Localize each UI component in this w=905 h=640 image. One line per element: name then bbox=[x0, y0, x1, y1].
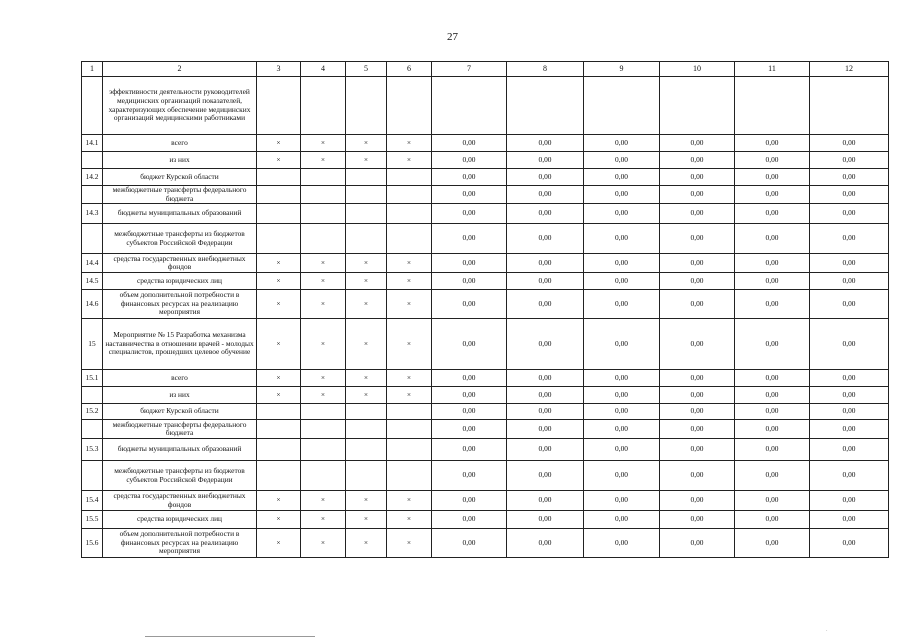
cell-c6 bbox=[387, 77, 432, 135]
value-cell: 0,00 bbox=[810, 169, 889, 186]
value-cell: 0,00 bbox=[507, 224, 584, 254]
cell-c5: × bbox=[346, 254, 387, 273]
value-cell: 0,00 bbox=[432, 204, 507, 224]
cell-c3: × bbox=[257, 152, 301, 169]
row-description: средства юридических лиц bbox=[103, 273, 257, 290]
cell-c6: × bbox=[387, 152, 432, 169]
row-description: бюджет Курской области bbox=[103, 404, 257, 420]
row-number: 15.3 bbox=[82, 439, 103, 461]
value-cell: 0,00 bbox=[735, 169, 810, 186]
footer-line bbox=[145, 636, 315, 637]
column-header: 2 bbox=[103, 62, 257, 77]
value-cell: 0,00 bbox=[584, 461, 660, 491]
cell-c5: × bbox=[346, 370, 387, 387]
table-row bbox=[82, 186, 889, 204]
header-row bbox=[82, 62, 889, 77]
value-cell: 0,00 bbox=[432, 420, 507, 439]
row-description: всего bbox=[103, 135, 257, 152]
row-description: средства государственных внебюджетных фондов bbox=[103, 254, 257, 273]
value-cell: 0,00 bbox=[810, 461, 889, 491]
value-cell: 0,00 bbox=[660, 529, 735, 558]
cell-c5 bbox=[346, 439, 387, 461]
column-header: 11 bbox=[735, 62, 810, 77]
column-header: 7 bbox=[432, 62, 507, 77]
value-cell: 0,00 bbox=[735, 461, 810, 491]
cell-c4: × bbox=[301, 152, 346, 169]
value-cell: 0,00 bbox=[735, 529, 810, 558]
value-cell: 0,00 bbox=[810, 204, 889, 224]
value-cell: 0,00 bbox=[735, 186, 810, 204]
value-cell: 0,00 bbox=[584, 169, 660, 186]
cell-c4 bbox=[301, 224, 346, 254]
value-cell: 0,00 bbox=[432, 370, 507, 387]
value-cell: 0,00 bbox=[810, 224, 889, 254]
value-cell: 0,00 bbox=[584, 529, 660, 558]
cell-c4: × bbox=[301, 254, 346, 273]
value-cell: 0,00 bbox=[507, 273, 584, 290]
column-header: 12 bbox=[810, 62, 889, 77]
row-number bbox=[82, 387, 103, 404]
footer-dot: . bbox=[826, 627, 828, 633]
value-cell: 0,00 bbox=[432, 224, 507, 254]
value-cell: 0,00 bbox=[735, 290, 810, 319]
row-number bbox=[82, 152, 103, 169]
cell-c6: × bbox=[387, 491, 432, 511]
cell-c6: × bbox=[387, 254, 432, 273]
value-cell: 0,00 bbox=[507, 186, 584, 204]
value-cell: 0,00 bbox=[810, 491, 889, 511]
cell-c6 bbox=[387, 461, 432, 491]
value-cell bbox=[810, 77, 889, 135]
row-number: 15.2 bbox=[82, 404, 103, 420]
value-cell: 0,00 bbox=[810, 135, 889, 152]
cell-c4 bbox=[301, 169, 346, 186]
cell-c3 bbox=[257, 461, 301, 491]
cell-c6: × bbox=[387, 370, 432, 387]
row-description: бюджеты муниципальных образований bbox=[103, 439, 257, 461]
column-header: 3 bbox=[257, 62, 301, 77]
cell-c6 bbox=[387, 169, 432, 186]
table-row bbox=[82, 511, 889, 529]
row-number bbox=[82, 461, 103, 491]
row-number: 14.5 bbox=[82, 273, 103, 290]
value-cell: 0,00 bbox=[660, 254, 735, 273]
value-cell: 0,00 bbox=[432, 186, 507, 204]
cell-c5: × bbox=[346, 290, 387, 319]
cell-c3: × bbox=[257, 135, 301, 152]
value-cell: 0,00 bbox=[584, 204, 660, 224]
value-cell: 0,00 bbox=[584, 319, 660, 370]
row-description: объем дополнительной потребности в финансовых ресурсах на реализацию мероприятия bbox=[103, 529, 257, 558]
value-cell: 0,00 bbox=[507, 290, 584, 319]
value-cell: 0,00 bbox=[507, 319, 584, 370]
value-cell: 0,00 bbox=[735, 370, 810, 387]
value-cell: 0,00 bbox=[810, 420, 889, 439]
table-row bbox=[82, 135, 889, 152]
table-row bbox=[82, 319, 889, 370]
cell-c3 bbox=[257, 204, 301, 224]
value-cell: 0,00 bbox=[507, 420, 584, 439]
value-cell: 0,00 bbox=[584, 511, 660, 529]
value-cell: 0,00 bbox=[735, 420, 810, 439]
cell-c4: × bbox=[301, 370, 346, 387]
table-row bbox=[82, 387, 889, 404]
row-number bbox=[82, 77, 103, 135]
value-cell: 0,00 bbox=[660, 319, 735, 370]
cell-c5 bbox=[346, 461, 387, 491]
cell-c3 bbox=[257, 169, 301, 186]
cell-c4 bbox=[301, 77, 346, 135]
cell-c5 bbox=[346, 169, 387, 186]
value-cell: 0,00 bbox=[584, 387, 660, 404]
value-cell: 0,00 bbox=[810, 511, 889, 529]
value-cell: 0,00 bbox=[432, 273, 507, 290]
cell-c4: × bbox=[301, 273, 346, 290]
cell-c3 bbox=[257, 439, 301, 461]
cell-c6 bbox=[387, 404, 432, 420]
table-row bbox=[82, 224, 889, 254]
table-row bbox=[82, 439, 889, 461]
value-cell: 0,00 bbox=[507, 254, 584, 273]
cell-c3: × bbox=[257, 387, 301, 404]
cell-c6: × bbox=[387, 387, 432, 404]
cell-c4: × bbox=[301, 529, 346, 558]
value-cell: 0,00 bbox=[660, 290, 735, 319]
row-description: всего bbox=[103, 370, 257, 387]
row-description: Мероприятие № 15 Разработка механизма наставничества в отношении врачей - молодых специалистов, прошедших целевое обучение bbox=[103, 319, 257, 370]
value-cell: 0,00 bbox=[660, 204, 735, 224]
table-row bbox=[82, 370, 889, 387]
cell-c4 bbox=[301, 186, 346, 204]
cell-c3 bbox=[257, 224, 301, 254]
value-cell bbox=[432, 77, 507, 135]
value-cell: 0,00 bbox=[660, 273, 735, 290]
cell-c6: × bbox=[387, 290, 432, 319]
value-cell: 0,00 bbox=[584, 491, 660, 511]
value-cell: 0,00 bbox=[660, 491, 735, 511]
cell-c3: × bbox=[257, 290, 301, 319]
row-description: межбюджетные трансферты федерального бюджета bbox=[103, 186, 257, 204]
value-cell: 0,00 bbox=[584, 273, 660, 290]
value-cell: 0,00 bbox=[584, 254, 660, 273]
cell-c5: × bbox=[346, 387, 387, 404]
value-cell: 0,00 bbox=[660, 135, 735, 152]
value-cell: 0,00 bbox=[660, 169, 735, 186]
row-description: межбюджетные трансферты федерального бюджета bbox=[103, 420, 257, 439]
value-cell: 0,00 bbox=[810, 404, 889, 420]
value-cell: 0,00 bbox=[432, 529, 507, 558]
row-number: 14.2 bbox=[82, 169, 103, 186]
cell-c6: × bbox=[387, 273, 432, 290]
table-row bbox=[82, 77, 889, 135]
value-cell: 0,00 bbox=[660, 387, 735, 404]
value-cell: 0,00 bbox=[810, 254, 889, 273]
row-description: бюджеты муниципальных образований bbox=[103, 204, 257, 224]
cell-c4: × bbox=[301, 491, 346, 511]
cell-c5: × bbox=[346, 491, 387, 511]
value-cell: 0,00 bbox=[507, 169, 584, 186]
cell-c5: × bbox=[346, 135, 387, 152]
row-number: 15.4 bbox=[82, 491, 103, 511]
cell-c6: × bbox=[387, 511, 432, 529]
row-number: 14.6 bbox=[82, 290, 103, 319]
value-cell: 0,00 bbox=[432, 319, 507, 370]
table-row bbox=[82, 152, 889, 169]
row-number: 15.6 bbox=[82, 529, 103, 558]
value-cell: 0,00 bbox=[507, 461, 584, 491]
row-number: 14.4 bbox=[82, 254, 103, 273]
value-cell: 0,00 bbox=[735, 319, 810, 370]
cell-c4 bbox=[301, 461, 346, 491]
financing-table bbox=[81, 61, 889, 558]
value-cell: 0,00 bbox=[735, 254, 810, 273]
value-cell: 0,00 bbox=[735, 511, 810, 529]
value-cell: 0,00 bbox=[507, 204, 584, 224]
value-cell: 0,00 bbox=[432, 135, 507, 152]
table-row bbox=[82, 204, 889, 224]
value-cell: 0,00 bbox=[735, 273, 810, 290]
value-cell: 0,00 bbox=[584, 290, 660, 319]
row-description: из них bbox=[103, 152, 257, 169]
cell-c4 bbox=[301, 204, 346, 224]
cell-c3 bbox=[257, 186, 301, 204]
value-cell: 0,00 bbox=[810, 186, 889, 204]
table-row bbox=[82, 254, 889, 273]
row-number bbox=[82, 224, 103, 254]
value-cell: 0,00 bbox=[507, 491, 584, 511]
value-cell: 0,00 bbox=[507, 152, 584, 169]
table-row bbox=[82, 420, 889, 439]
value-cell: 0,00 bbox=[584, 152, 660, 169]
value-cell: 0,00 bbox=[660, 370, 735, 387]
row-number: 15 bbox=[82, 319, 103, 370]
cell-c6 bbox=[387, 224, 432, 254]
value-cell: 0,00 bbox=[660, 224, 735, 254]
row-description: межбюджетные трансферты из бюджетов субъектов Российской Федерации bbox=[103, 461, 257, 491]
value-cell: 0,00 bbox=[432, 152, 507, 169]
cell-c3: × bbox=[257, 273, 301, 290]
value-cell: 0,00 bbox=[432, 491, 507, 511]
column-header: 1 bbox=[82, 62, 103, 77]
value-cell bbox=[507, 77, 584, 135]
cell-c3 bbox=[257, 420, 301, 439]
value-cell: 0,00 bbox=[735, 404, 810, 420]
value-cell: 0,00 bbox=[584, 186, 660, 204]
cell-c3: × bbox=[257, 319, 301, 370]
value-cell: 0,00 bbox=[432, 511, 507, 529]
value-cell: 0,00 bbox=[810, 529, 889, 558]
cell-c4: × bbox=[301, 511, 346, 529]
cell-c4: × bbox=[301, 387, 346, 404]
cell-c6 bbox=[387, 186, 432, 204]
value-cell: 0,00 bbox=[735, 224, 810, 254]
table-row bbox=[82, 404, 889, 420]
cell-c6: × bbox=[387, 319, 432, 370]
row-description: из них bbox=[103, 387, 257, 404]
cell-c6 bbox=[387, 420, 432, 439]
row-number: 15.5 bbox=[82, 511, 103, 529]
column-header: 4 bbox=[301, 62, 346, 77]
row-description: средства юридических лиц bbox=[103, 511, 257, 529]
column-header: 8 bbox=[507, 62, 584, 77]
row-description: межбюджетные трансферты из бюджетов субъектов Российской Федерации bbox=[103, 224, 257, 254]
cell-c3: × bbox=[257, 529, 301, 558]
table-row bbox=[82, 273, 889, 290]
column-header: 10 bbox=[660, 62, 735, 77]
value-cell: 0,00 bbox=[584, 370, 660, 387]
value-cell: 0,00 bbox=[735, 439, 810, 461]
page-number: 27 bbox=[447, 31, 458, 43]
value-cell: 0,00 bbox=[660, 186, 735, 204]
cell-c3: × bbox=[257, 370, 301, 387]
value-cell: 0,00 bbox=[584, 135, 660, 152]
row-description: объем дополнительной потребности в финансовых ресурсах на реализацию мероприятия bbox=[103, 290, 257, 319]
value-cell: 0,00 bbox=[432, 387, 507, 404]
value-cell: 0,00 bbox=[810, 319, 889, 370]
cell-c3 bbox=[257, 404, 301, 420]
value-cell: 0,00 bbox=[507, 370, 584, 387]
value-cell: 0,00 bbox=[507, 404, 584, 420]
cell-c5: × bbox=[346, 152, 387, 169]
value-cell bbox=[584, 77, 660, 135]
value-cell bbox=[660, 77, 735, 135]
value-cell: 0,00 bbox=[810, 290, 889, 319]
column-header: 5 bbox=[346, 62, 387, 77]
cell-c5: × bbox=[346, 273, 387, 290]
cell-c5: × bbox=[346, 319, 387, 370]
cell-c4 bbox=[301, 404, 346, 420]
value-cell: 0,00 bbox=[660, 404, 735, 420]
value-cell: 0,00 bbox=[735, 387, 810, 404]
column-header: 9 bbox=[584, 62, 660, 77]
cell-c5 bbox=[346, 77, 387, 135]
cell-c6 bbox=[387, 439, 432, 461]
cell-c4: × bbox=[301, 290, 346, 319]
value-cell: 0,00 bbox=[735, 135, 810, 152]
row-number: 14.1 bbox=[82, 135, 103, 152]
value-cell: 0,00 bbox=[432, 290, 507, 319]
value-cell: 0,00 bbox=[810, 273, 889, 290]
value-cell: 0,00 bbox=[432, 404, 507, 420]
cell-c6: × bbox=[387, 529, 432, 558]
cell-c5 bbox=[346, 186, 387, 204]
value-cell: 0,00 bbox=[660, 420, 735, 439]
value-cell: 0,00 bbox=[810, 387, 889, 404]
row-description: бюджет Курской области bbox=[103, 169, 257, 186]
cell-c6 bbox=[387, 204, 432, 224]
table-row bbox=[82, 169, 889, 186]
table-row bbox=[82, 290, 889, 319]
table-body bbox=[82, 77, 889, 558]
value-cell: 0,00 bbox=[507, 529, 584, 558]
value-cell: 0,00 bbox=[810, 370, 889, 387]
value-cell: 0,00 bbox=[432, 254, 507, 273]
value-cell: 0,00 bbox=[735, 204, 810, 224]
cell-c5 bbox=[346, 404, 387, 420]
cell-c3: × bbox=[257, 511, 301, 529]
value-cell: 0,00 bbox=[584, 439, 660, 461]
table-row bbox=[82, 491, 889, 511]
value-cell: 0,00 bbox=[507, 387, 584, 404]
row-description: средства государственных внебюджетных фондов bbox=[103, 491, 257, 511]
value-cell: 0,00 bbox=[660, 152, 735, 169]
table-row bbox=[82, 461, 889, 491]
value-cell: 0,00 bbox=[735, 491, 810, 511]
value-cell: 0,00 bbox=[660, 439, 735, 461]
cell-c5 bbox=[346, 224, 387, 254]
cell-c4 bbox=[301, 439, 346, 461]
cell-c5 bbox=[346, 204, 387, 224]
value-cell bbox=[735, 77, 810, 135]
value-cell: 0,00 bbox=[432, 461, 507, 491]
table-row bbox=[82, 529, 889, 558]
cell-c4 bbox=[301, 420, 346, 439]
row-number bbox=[82, 186, 103, 204]
cell-c4: × bbox=[301, 135, 346, 152]
value-cell: 0,00 bbox=[660, 511, 735, 529]
row-number: 15.1 bbox=[82, 370, 103, 387]
value-cell: 0,00 bbox=[507, 511, 584, 529]
cell-c4: × bbox=[301, 319, 346, 370]
cell-c5: × bbox=[346, 511, 387, 529]
value-cell: 0,00 bbox=[584, 404, 660, 420]
cell-c3: × bbox=[257, 254, 301, 273]
value-cell: 0,00 bbox=[507, 135, 584, 152]
column-header: 6 bbox=[387, 62, 432, 77]
value-cell: 0,00 bbox=[584, 420, 660, 439]
cell-c5: × bbox=[346, 529, 387, 558]
value-cell: 0,00 bbox=[810, 439, 889, 461]
value-cell: 0,00 bbox=[584, 224, 660, 254]
row-description: эффективности деятельности руководителей медицинских организаций показателей, характеризующих обеспечение медицинских организаций медицинскими работниками bbox=[103, 77, 257, 135]
value-cell: 0,00 bbox=[507, 439, 584, 461]
row-number bbox=[82, 420, 103, 439]
value-cell: 0,00 bbox=[432, 169, 507, 186]
value-cell: 0,00 bbox=[660, 461, 735, 491]
value-cell: 0,00 bbox=[735, 152, 810, 169]
cell-c5 bbox=[346, 420, 387, 439]
value-cell: 0,00 bbox=[432, 439, 507, 461]
cell-c3: × bbox=[257, 491, 301, 511]
cell-c3 bbox=[257, 77, 301, 135]
value-cell: 0,00 bbox=[810, 152, 889, 169]
row-number: 14.3 bbox=[82, 204, 103, 224]
cell-c6: × bbox=[387, 135, 432, 152]
